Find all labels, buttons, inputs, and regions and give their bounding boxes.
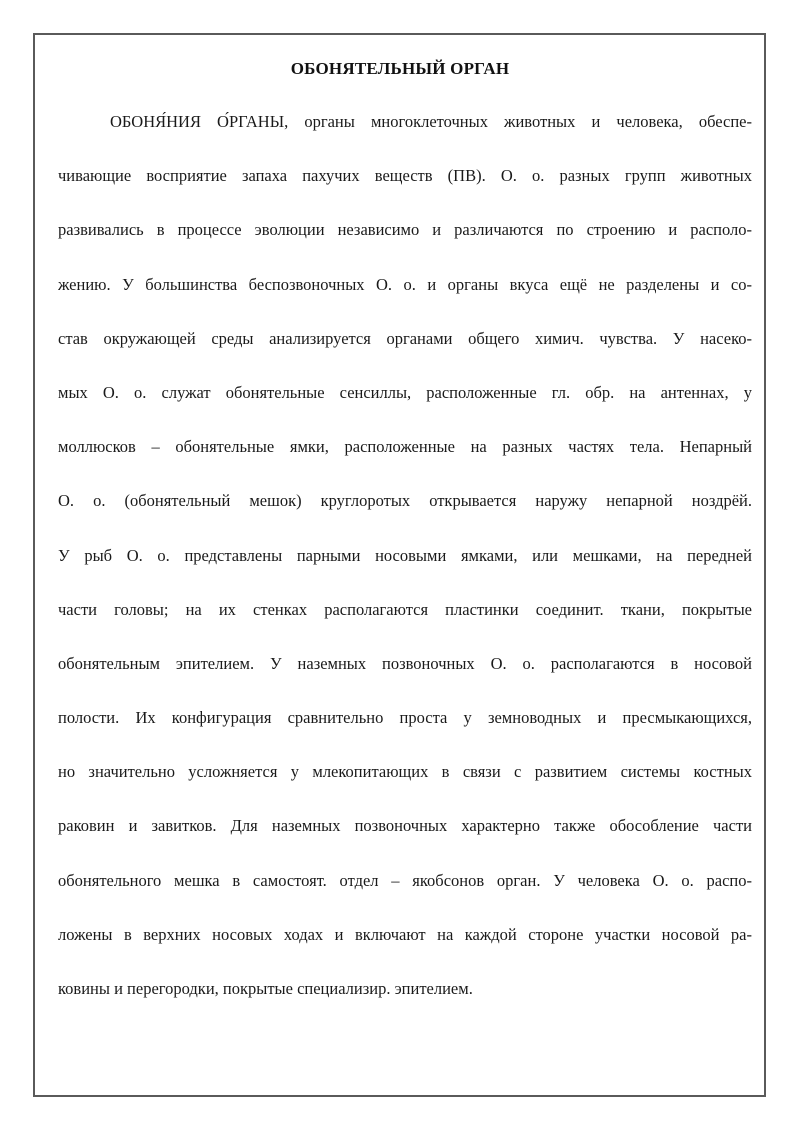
body-line: ОБОНЯ́НИЯ О́РГАНЫ, органы многоклеточных животных и человека, обеспе- xyxy=(110,112,752,131)
body-line: став окружающей среды анализируется органами общего химич. чувства. У насеко- xyxy=(58,328,752,348)
body-line: мых О. о. служат обонятельные сенсиллы, расположенные гл. обр. на антеннах, у xyxy=(58,382,752,402)
body-line: части головы; на их стенках располагаются пластинки соединит. ткани, покрытые xyxy=(58,599,752,619)
body-line: моллюсков – обонятельные ямки, расположенные на разных частях тела. Непарный xyxy=(58,437,752,457)
body-line: ложены в верхних носовых ходах и включают на каждой стороне участки носовой ра- xyxy=(58,924,752,944)
body-line: но значительно усложняется у млекопитающих в связи с развитием системы костных xyxy=(58,762,752,782)
body-line: полости. Их конфигурация сравнительно проста у земноводных и пресмыкающихся, xyxy=(58,708,752,728)
body-line: чивающие восприятие запаха пахучих веществ (ПВ). О. о. разных групп животных xyxy=(58,166,752,186)
body-line: жению. У большинства беспозвоночных О. о. и органы вкуса ещё не разделены и со- xyxy=(58,274,752,294)
body-line: раковин и завитков. Для наземных позвоночных характерно также обособление части xyxy=(58,816,752,836)
body-line: У рыб О. о. представлены парными носовыми ямками, или мешками, на передней xyxy=(58,545,752,565)
body-line: развивались в процессе эволюции независимо и различаются по строению и располо- xyxy=(58,220,752,240)
body-line: ковины и перегородки, покрытые специализир. эпителием. xyxy=(58,979,473,998)
body-line: О. о. (обонятельный мешок) круглоротых открывается наружу непарной ноздрёй. xyxy=(58,491,752,511)
body-line: обонятельным эпителием. У наземных позвоночных О. о. располагаются в носовой xyxy=(58,653,752,673)
body-line: обонятельного мешка в самостоят. отдел – якобсонов орган. У человека О. о. распо- xyxy=(58,870,752,890)
document-body xyxy=(58,108,752,1029)
document-title: ОБОНЯТЕЛЬНЫЙ ОРГАН xyxy=(290,59,510,78)
